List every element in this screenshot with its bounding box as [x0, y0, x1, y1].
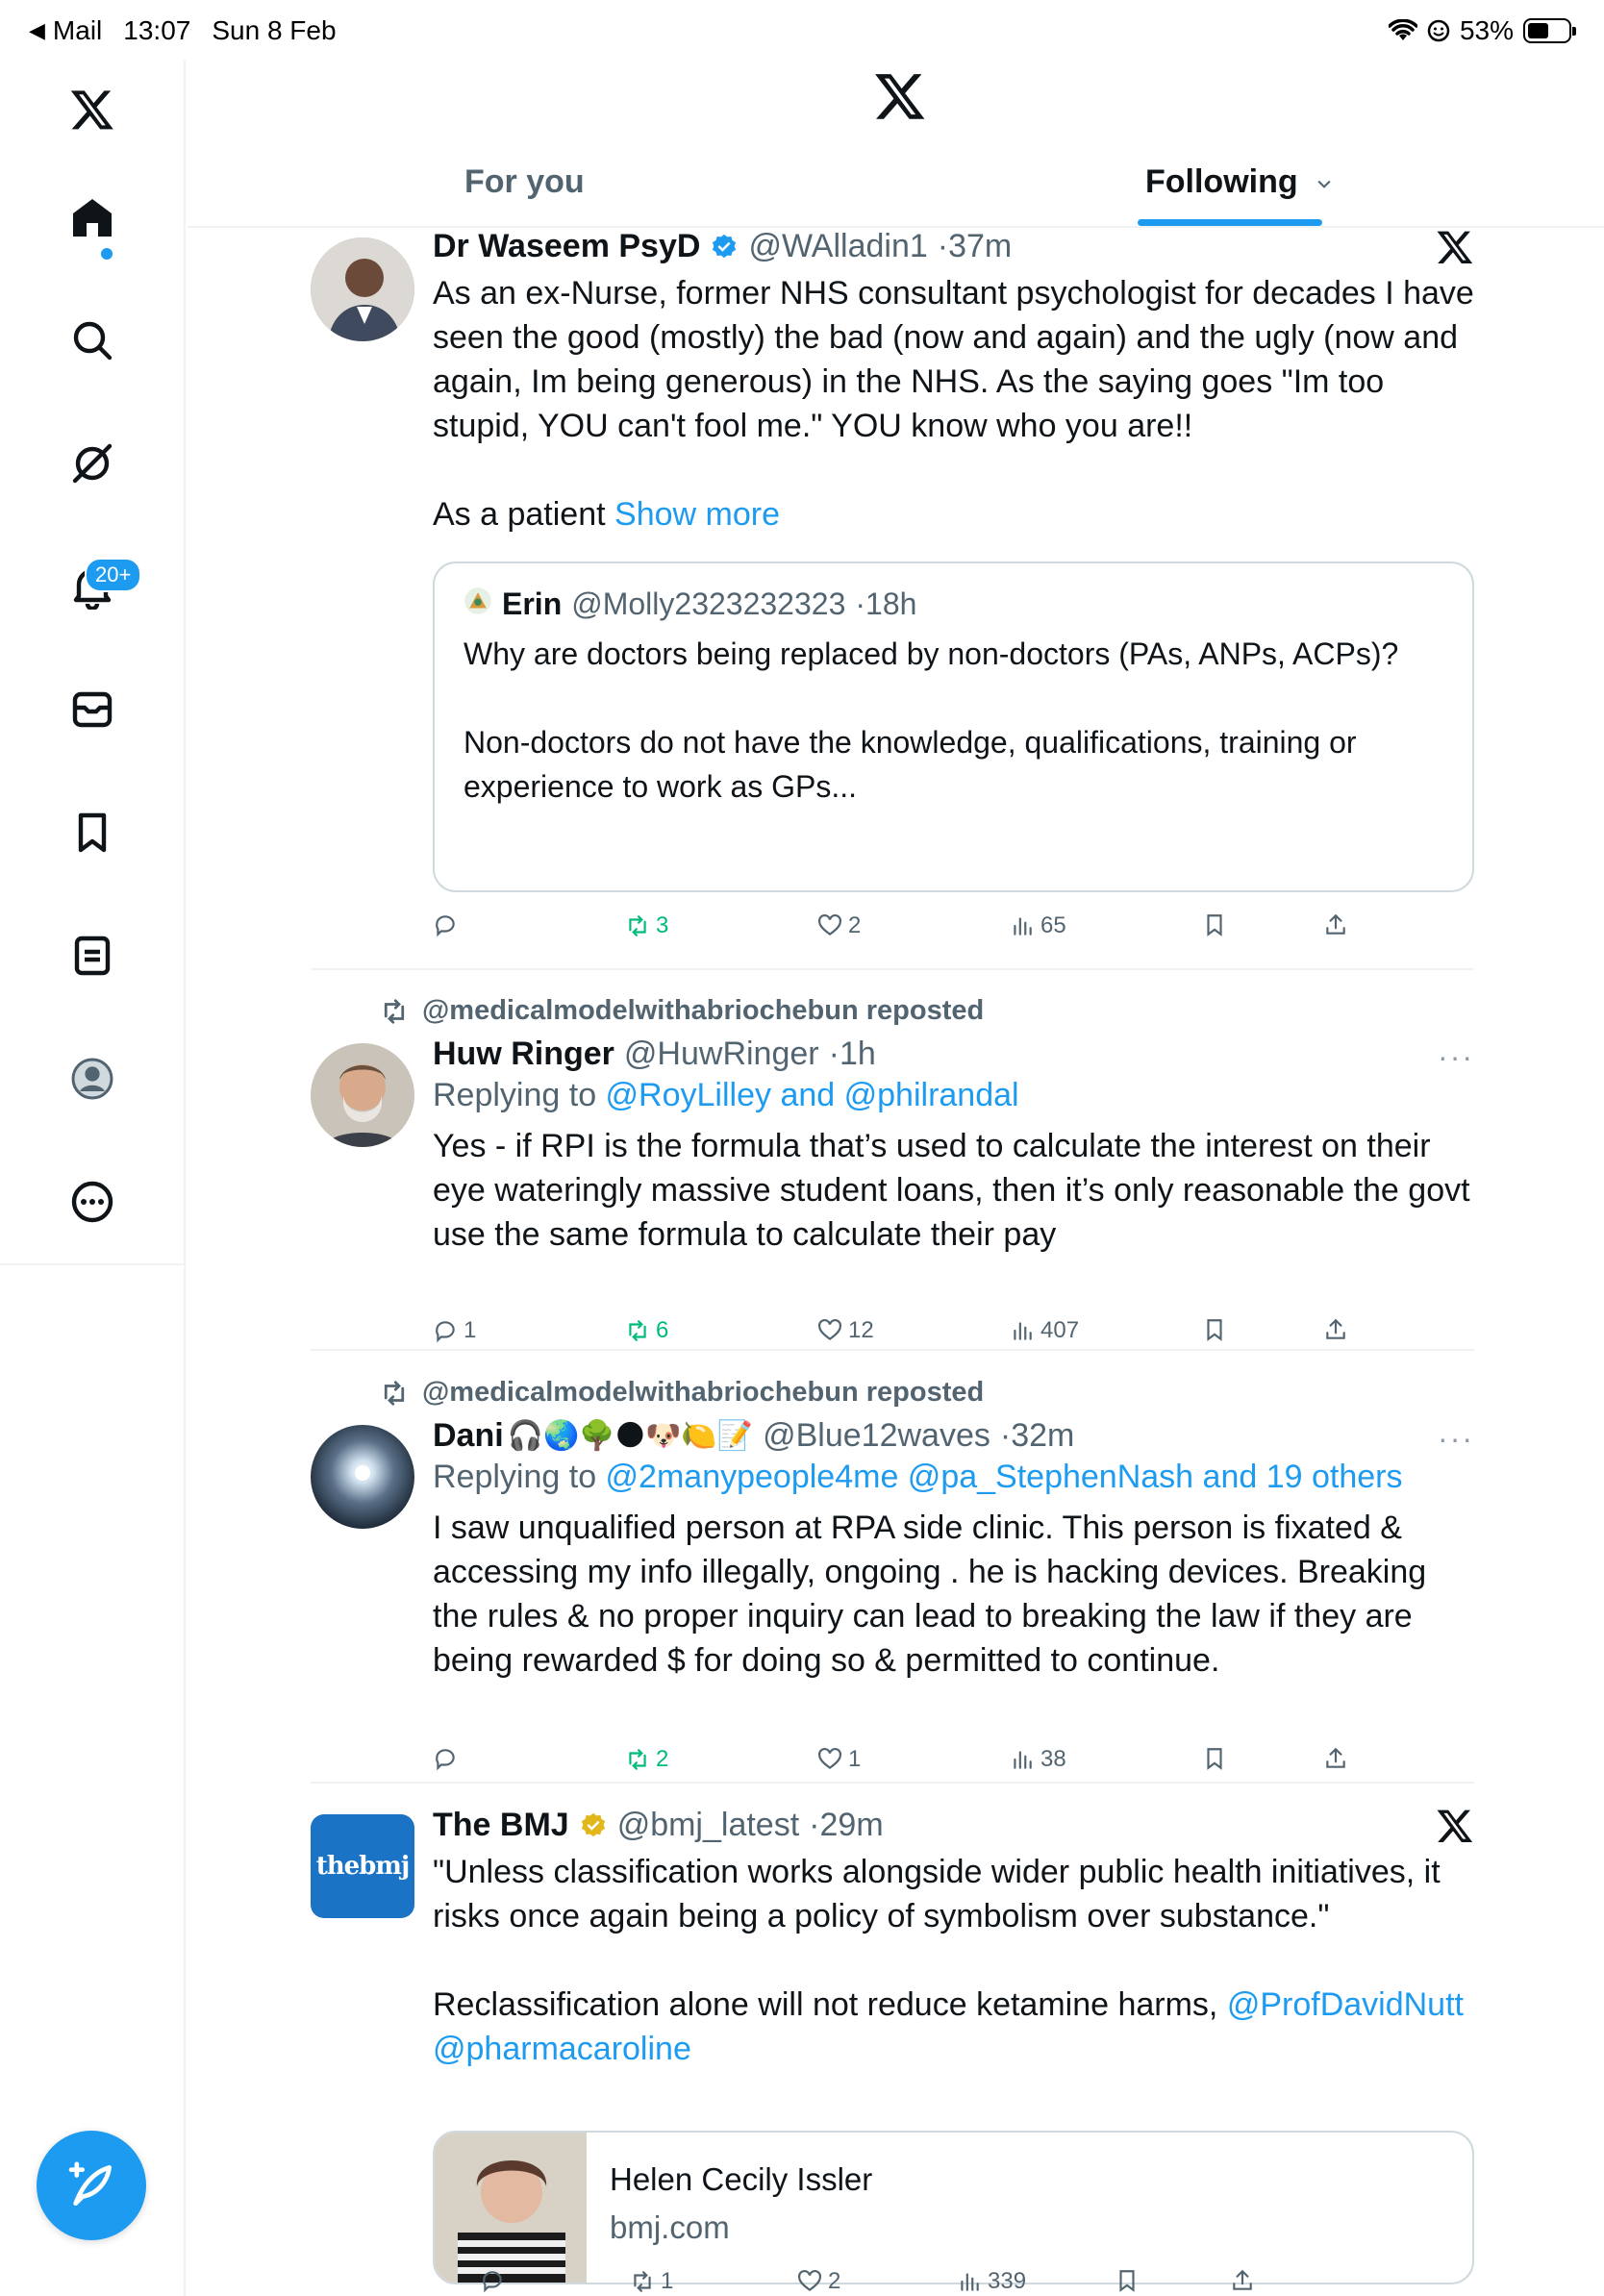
quote-author-name[interactable]: Erin: [502, 586, 563, 621]
tweet-actions-bmj: [480, 2268, 1441, 2296]
reply-count: 1: [464, 1317, 477, 1343]
back-app-label[interactable]: Mail: [52, 15, 103, 45]
repost-button[interactable]: [625, 912, 668, 939]
share-icon: [1230, 2268, 1255, 2293]
messages-icon[interactable]: [58, 675, 127, 744]
separator-dot: ·: [999, 1417, 1012, 1454]
bookmark-button[interactable]: [1202, 1746, 1227, 1771]
author-handle[interactable]: @HuwRinger: [623, 1036, 819, 1072]
bookmark-button[interactable]: [1202, 1317, 1227, 1342]
views-button[interactable]: [1010, 1746, 1066, 1773]
home-unread-dot: [101, 248, 113, 260]
compose-quill-icon: [64, 2159, 118, 2212]
notification-badge: 20+: [85, 558, 141, 592]
post-time[interactable]: 1h: [839, 1036, 876, 1072]
link-card[interactable]: [433, 2131, 1474, 2284]
more-options-icon[interactable]: ···: [1438, 1039, 1474, 1074]
share-icon: [1323, 1317, 1348, 1342]
tweet-divider: [311, 1349, 1474, 1351]
like-count: 12: [848, 1317, 874, 1343]
tweet-divider: [311, 1782, 1474, 1784]
view-count: 407: [1040, 1317, 1080, 1343]
tweet[interactable]: [311, 1807, 1474, 2296]
like-count: 1: [848, 1746, 862, 1772]
author-name-emoji: 🎧🌏🌳🌑🐶🍋📝: [507, 1420, 754, 1452]
reply-icon: [433, 912, 458, 937]
bookmark-icon: [1202, 1317, 1227, 1342]
repost-count: 2: [656, 1746, 669, 1772]
sidebar-divider: [0, 1263, 186, 1265]
reply-button[interactable]: [433, 912, 464, 937]
post-time[interactable]: 29m: [819, 1807, 884, 1843]
repost-icon: [625, 1747, 650, 1772]
replying-prefix: Replying to: [433, 1459, 606, 1495]
reply-icon: [433, 1318, 458, 1343]
share-button[interactable]: [1323, 912, 1348, 937]
author-handle[interactable]: @Blue12waves: [763, 1417, 990, 1454]
bookmarks-icon[interactable]: [58, 798, 127, 867]
author-name[interactable]: Dani: [433, 1417, 504, 1454]
author-name[interactable]: Huw Ringer: [433, 1036, 614, 1072]
profile-icon[interactable]: [58, 1044, 127, 1113]
repost-by-label: @medicalmodelwithabriochebun reposted: [422, 995, 985, 1026]
repost-icon: [380, 1379, 409, 1408]
repost-button[interactable]: [625, 1317, 668, 1344]
x-logo-icon: [873, 69, 927, 123]
back-arrow-icon[interactable]: ◀: [29, 18, 45, 42]
repost-icon: [630, 2269, 655, 2294]
quote-avatar: [464, 586, 492, 622]
replying-to-link[interactable]: @2manypeople4me @pa_StephenNash and 19 others: [605, 1459, 1403, 1495]
x-logo-icon[interactable]: [1436, 228, 1474, 266]
tweet[interactable]: [311, 228, 1474, 966]
tab-selected-indicator: [1138, 219, 1322, 226]
separator-dot: ·: [855, 586, 866, 621]
link-card-domain: bmj.com: [610, 2209, 730, 2245]
views-button[interactable]: [1010, 1317, 1079, 1344]
quote-time: 18h: [865, 586, 917, 621]
mention-link[interactable]: @ProfDavidNutt: [1226, 1986, 1464, 2023]
reply-button[interactable]: [433, 1746, 464, 1771]
post-time[interactable]: 37m: [948, 228, 1013, 264]
show-more-link[interactable]: Show more: [614, 496, 780, 533]
reply-button[interactable]: [480, 2268, 505, 2293]
tweet-text-continuation: [433, 1983, 1474, 2071]
views-button[interactable]: [1010, 912, 1066, 939]
view-count: 65: [1040, 912, 1066, 938]
avatar[interactable]: [311, 1814, 414, 1918]
heart-icon: [797, 2269, 822, 2294]
quote-author-handle[interactable]: @Molly2323232323: [571, 586, 846, 621]
x-logo-icon[interactable]: [58, 75, 127, 144]
share-button[interactable]: [1230, 2268, 1255, 2293]
repost-icon: [380, 997, 409, 1026]
tweet-text: As an ex-Nurse, former NHS consultant psychologist for decades I have seen the good (mostly) the bad (now and again) and the ugly (now and again, Im being generous) in the NHS. As the saying goes "Im too stupid, YOU can't fool me." YOU know who you are!!: [433, 275, 1474, 444]
author-name[interactable]: Dr Waseem PsyD: [433, 228, 701, 264]
author-handle[interactable]: @bmj_latest: [616, 1807, 800, 1843]
battery-icon: [1523, 18, 1571, 43]
chevron-down-icon: [1315, 174, 1334, 193]
bookmark-icon: [1202, 912, 1227, 937]
repost-count: 6: [656, 1317, 669, 1343]
tweet[interactable]: [311, 995, 1474, 1359]
replying-to: [433, 1077, 1474, 1114]
heart-icon: [817, 913, 842, 938]
share-button[interactable]: [1323, 1746, 1348, 1771]
bookmark-icon: [1202, 1746, 1227, 1771]
repost-count: 3: [656, 912, 669, 938]
repost-by-label: @medicalmodelwithabriochebun reposted: [422, 1377, 985, 1408]
bookmark-button[interactable]: [1202, 912, 1227, 937]
views-button[interactable]: [957, 2268, 1026, 2295]
tweet-actions: [433, 1746, 1474, 1784]
view-count: 38: [1040, 1746, 1066, 1772]
timeline-header: [188, 60, 1604, 228]
tab-for-you[interactable]: For you: [464, 163, 585, 200]
tweet-text-tail: Reclassification alone will not reduce ketamine harms,: [433, 1986, 1227, 2023]
quote-text-2: Non-doctors do not have the knowledge, qualifications, training or experience to work as GPs...: [464, 725, 1357, 804]
search-icon[interactable]: [58, 306, 127, 375]
grok-icon[interactable]: [58, 429, 127, 498]
tweet-actions: [433, 912, 1474, 951]
tweet-text: Yes - if RPI is the formula that’s used to calculate the interest on their eye wateringly massive student loans, then it’s only reasonable the govt use the same formula to calculate their pay: [433, 1128, 1470, 1253]
verified-gold-badge-icon: [579, 1811, 608, 1840]
separator-dot: ·: [828, 1036, 840, 1072]
timeline-feed: [188, 228, 1604, 2296]
more-options-icon[interactable]: ···: [1438, 1421, 1474, 1456]
share-icon: [1323, 1746, 1348, 1771]
replying-prefix: Replying to: [433, 1077, 606, 1113]
bookmark-button[interactable]: [1115, 2268, 1140, 2293]
mention-link[interactable]: @pharmacaroline: [433, 2031, 691, 2067]
sidebar: [0, 60, 186, 2296]
reply-icon: [480, 2268, 505, 2293]
avatar[interactable]: [311, 1425, 414, 1529]
views-icon: [1010, 1318, 1035, 1343]
tweet-text-tail: As a patient: [433, 496, 615, 533]
post-time[interactable]: 32m: [1011, 1417, 1075, 1454]
heart-icon: [817, 1747, 842, 1772]
wifi-icon: [1389, 19, 1417, 42]
share-icon: [1323, 912, 1348, 937]
like-count: 2: [828, 2268, 841, 2294]
replying-to-link[interactable]: @RoyLilley and @philrandal: [605, 1077, 1019, 1113]
battery-percent: 53%: [1459, 15, 1514, 45]
avatar[interactable]: [311, 237, 414, 341]
view-count: 339: [988, 2268, 1027, 2294]
tab-following-label: Following: [1145, 163, 1298, 200]
link-card-thumbnail: [435, 2133, 587, 2284]
reply-icon: [433, 1746, 458, 1771]
quoted-tweet[interactable]: [433, 562, 1474, 892]
tweet[interactable]: [311, 1377, 1474, 1781]
like-button[interactable]: [797, 2268, 840, 2295]
heart-icon: [817, 1318, 842, 1343]
tweet-divider: [311, 968, 1474, 970]
more-icon[interactable]: [58, 1167, 127, 1236]
like-button[interactable]: [817, 1746, 861, 1773]
bmj-logo: thebmj: [315, 1852, 410, 1881]
views-icon: [1010, 1747, 1035, 1772]
repost-indicator[interactable]: [380, 995, 984, 1027]
separator-dot: ·: [937, 228, 949, 264]
repost-button[interactable]: [625, 1746, 668, 1773]
repost-icon: [625, 1318, 650, 1343]
tweet-text-continuation: [433, 492, 1474, 537]
tweet-text: I saw unqualified person at RPA side clinic. This person is fixated & accessing my info illegally, ongoing . he is hacking devices. Breaking the rules & no proper inquiry can lead to breaking the law if they are being rewarded $ for doing so & permitted to continue.: [433, 1510, 1427, 1679]
reply-button[interactable]: [433, 1317, 476, 1344]
tab-following[interactable]: [1145, 163, 1334, 201]
like-count: 2: [848, 912, 862, 938]
like-button[interactable]: [817, 912, 861, 939]
compose-button[interactable]: [37, 2131, 146, 2240]
avatar[interactable]: [311, 1043, 414, 1147]
focus-icon: [1427, 19, 1450, 42]
author-handle[interactable]: @WAlladin1: [748, 228, 928, 264]
repost-icon: [625, 913, 650, 938]
status-bar: [0, 0, 1604, 60]
quote-text: Why are doctors being replaced by non-doctors (PAs, ANPs, ACPs)?: [464, 636, 1399, 671]
author-name[interactable]: The BMJ: [433, 1807, 569, 1843]
status-date: Sun 8 Feb: [212, 15, 337, 45]
repost-count: 1: [661, 2268, 674, 2294]
home-icon[interactable]: [58, 183, 127, 252]
separator-dot: ·: [809, 1807, 820, 1843]
like-button[interactable]: [817, 1317, 874, 1344]
replying-to: [433, 1459, 1474, 1496]
repost-indicator[interactable]: [380, 1377, 984, 1409]
repost-button[interactable]: [630, 2268, 673, 2295]
views-icon: [1010, 913, 1035, 938]
bookmark-icon: [1115, 2268, 1140, 2293]
link-card-title: Helen Cecily Issler: [610, 2161, 873, 2197]
verified-badge-icon: [710, 233, 739, 262]
views-icon: [957, 2269, 982, 2294]
status-time: 13:07: [123, 15, 191, 45]
tweet-text: "Unless classification works alongside wider public health initiatives, it risks once again being a policy of symbolism over substance.": [433, 1854, 1441, 1934]
share-button[interactable]: [1323, 1317, 1348, 1342]
lists-icon[interactable]: [58, 921, 127, 990]
x-logo-icon[interactable]: [1436, 1807, 1474, 1845]
